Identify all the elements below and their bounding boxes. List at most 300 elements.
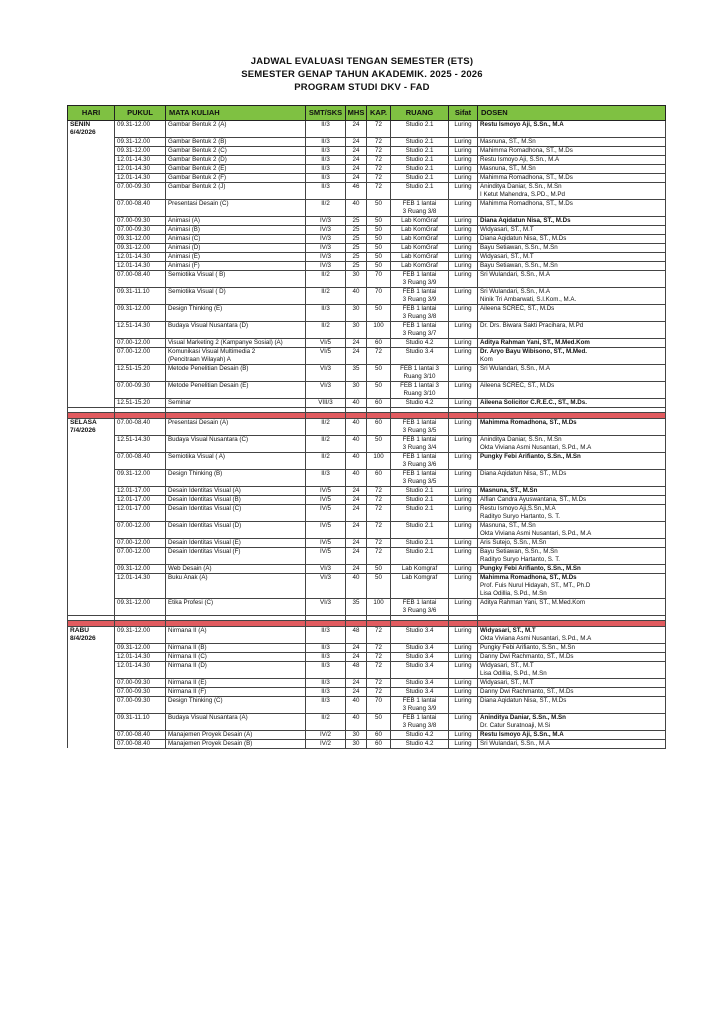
smt-sks-cell-text: IV/2 bbox=[319, 739, 331, 747]
header-pukul: PUKUL bbox=[115, 106, 166, 121]
kap-cell bbox=[367, 469, 391, 486]
ruang-cell-text: Studio 2.1 bbox=[405, 495, 434, 503]
dosen-cell bbox=[478, 146, 666, 155]
table-row bbox=[68, 216, 666, 225]
sifat-cell-text: Luring bbox=[454, 521, 472, 529]
smt-sks-cell-text: II/2 bbox=[321, 435, 330, 443]
dosen-cell-text: Bayu Setiawan, S.Sn., M.Sn bbox=[480, 261, 558, 269]
sifat-cell bbox=[449, 398, 478, 407]
ruang-cell-text: FEB 1 lantai bbox=[402, 713, 437, 721]
sifat-cell bbox=[449, 261, 478, 270]
smt-sks-cell-text: IV/5 bbox=[319, 547, 331, 555]
mhs-cell-text: 30 bbox=[352, 321, 360, 329]
sifat-cell bbox=[449, 216, 478, 225]
smt-sks-cell-text: VIII/3 bbox=[318, 398, 333, 406]
ruang-cell-text: Studio 4.2 bbox=[405, 739, 434, 747]
kap-cell-text: 70 bbox=[375, 287, 382, 295]
ruang-cell-text: Lab Komgraf bbox=[401, 564, 438, 572]
pukul-cell bbox=[115, 234, 166, 243]
mata-kuliah-cell-text: Budaya Visual Nusantara (A) bbox=[168, 713, 248, 721]
sifat-cell-text: Luring bbox=[454, 486, 472, 494]
dosen-cell bbox=[478, 164, 666, 173]
mata-kuliah-cell bbox=[166, 137, 306, 146]
kap-cell-text: 72 bbox=[375, 547, 382, 555]
sifat-cell-text: Luring bbox=[454, 495, 472, 503]
mhs-cell-text: 24 bbox=[352, 687, 360, 695]
mhs-cell bbox=[346, 234, 367, 243]
mhs-cell-text: 40 bbox=[352, 452, 360, 460]
smt-sks-cell bbox=[306, 598, 346, 615]
mata-kuliah-cell-text: Design Thinking (E) bbox=[168, 304, 223, 312]
pukul-cell-text: 12.51-15.20 bbox=[117, 398, 151, 406]
pukul-cell bbox=[115, 182, 166, 199]
schedule-body bbox=[68, 121, 666, 749]
dosen-cell bbox=[478, 538, 666, 547]
dosen-cell-text-2: Radityo Suryo Hartanto, S. T. bbox=[480, 555, 561, 563]
ruang-cell bbox=[391, 164, 449, 173]
pukul-cell-text: 07.00-08.40 bbox=[117, 739, 151, 747]
mata-kuliah-cell-text: Seminar bbox=[168, 398, 192, 406]
pukul-cell-text: 12.01-14.30 bbox=[117, 173, 151, 181]
sifat-cell bbox=[449, 598, 478, 615]
kap-cell-text: 50 bbox=[375, 199, 382, 207]
sifat-cell bbox=[449, 643, 478, 652]
kap-cell-text: 72 bbox=[375, 146, 382, 154]
mhs-cell-text: 24 bbox=[352, 538, 360, 546]
pukul-cell-text: 12.01-14.30 bbox=[117, 573, 151, 581]
ruang-cell-text: FEB 1 lantai bbox=[402, 199, 437, 207]
smt-sks-cell bbox=[306, 713, 346, 730]
dosen-cell bbox=[478, 687, 666, 696]
day-cell bbox=[68, 182, 115, 199]
sifat-cell-text: Luring bbox=[454, 739, 472, 747]
day-cell bbox=[68, 398, 115, 407]
pukul-cell-text: 09.31-11.10 bbox=[117, 287, 150, 295]
smt-sks-cell bbox=[306, 304, 346, 321]
smt-sks-cell bbox=[306, 321, 346, 338]
pukul-cell bbox=[115, 547, 166, 564]
kap-cell-text: 72 bbox=[375, 347, 382, 355]
mhs-cell-text: 25 bbox=[352, 234, 360, 242]
pukul-cell bbox=[115, 155, 166, 164]
sifat-cell bbox=[449, 338, 478, 347]
smt-sks-cell-text: II/3 bbox=[321, 137, 330, 145]
sifat-cell bbox=[449, 364, 478, 381]
sifat-cell-text: Luring bbox=[454, 287, 472, 295]
mata-kuliah-cell bbox=[166, 547, 306, 564]
mata-kuliah-cell-text: Animasi (B) bbox=[168, 225, 200, 233]
pukul-cell-text: 07.00-09.30 bbox=[117, 182, 151, 190]
mhs-cell bbox=[346, 696, 367, 713]
dosen-cell-text: Aditya Rahman Yani, ST., M.Med.Kom bbox=[480, 338, 590, 346]
mhs-cell-text: 30 bbox=[352, 270, 360, 278]
day-cell bbox=[68, 364, 115, 381]
dosen-cell-text: Sri Wulandari, S.Sn., M.A bbox=[480, 364, 551, 372]
sifat-cell-text: Luring bbox=[454, 252, 472, 260]
kap-cell bbox=[367, 652, 391, 661]
day-cell bbox=[68, 338, 115, 347]
mata-kuliah-cell-text: Desain Identitas Visual (E) bbox=[168, 538, 241, 546]
mata-kuliah-cell bbox=[166, 252, 306, 261]
ruang-cell bbox=[391, 173, 449, 182]
mata-kuliah-cell bbox=[166, 739, 306, 748]
smt-sks-cell-text: II/2 bbox=[321, 418, 330, 426]
table-row bbox=[68, 304, 666, 321]
dosen-cell-text: Danny Dwi Rachmanto, ST., M.Ds bbox=[480, 687, 574, 695]
sifat-cell bbox=[449, 270, 478, 287]
table-row bbox=[68, 469, 666, 486]
mata-kuliah-cell bbox=[166, 495, 306, 504]
pukul-cell-text: 07.00-12.00 bbox=[117, 521, 151, 529]
kap-cell bbox=[367, 199, 391, 216]
kap-cell bbox=[367, 164, 391, 173]
mhs-cell bbox=[346, 270, 367, 287]
mhs-cell bbox=[346, 521, 367, 538]
mata-kuliah-cell-text: Metode Penelitian Desain (E) bbox=[168, 381, 249, 389]
pukul-cell-text: 12.01-17.00 bbox=[117, 486, 151, 494]
mhs-cell bbox=[346, 338, 367, 347]
mhs-cell-text: 24 bbox=[352, 678, 360, 686]
dosen-cell-text: Alfian Candra Ayuswantana, ST., M.Ds bbox=[480, 495, 587, 503]
dosen-cell bbox=[478, 696, 666, 713]
table-row bbox=[68, 347, 666, 364]
smt-sks-cell bbox=[306, 435, 346, 452]
dosen-cell bbox=[478, 564, 666, 573]
sifat-cell-text: Luring bbox=[454, 573, 472, 581]
pukul-cell-text: 09.31-12.00 bbox=[117, 243, 151, 251]
kap-cell bbox=[367, 261, 391, 270]
ruang-cell bbox=[391, 626, 449, 643]
dosen-cell-text-2: Ninik Tri Ambarwati, S.I.Kom., M.A. bbox=[480, 295, 577, 303]
mhs-cell-text: 24 bbox=[352, 155, 360, 163]
kap-cell bbox=[367, 730, 391, 739]
ruang-cell bbox=[391, 304, 449, 321]
table-row bbox=[68, 652, 666, 661]
mhs-cell-text: 30 bbox=[352, 304, 360, 312]
dosen-cell-text: Widyasari, ST., M.T bbox=[480, 661, 534, 669]
table-row bbox=[68, 678, 666, 687]
dosen-cell bbox=[478, 398, 666, 407]
ruang-cell bbox=[391, 418, 449, 435]
mata-kuliah-cell-text: Animasi (C) bbox=[168, 234, 201, 242]
ruang-cell bbox=[391, 469, 449, 486]
header-hari: HARI bbox=[68, 106, 115, 121]
ruang-cell-text: FEB 1 lantai bbox=[402, 435, 437, 443]
pukul-cell bbox=[115, 270, 166, 287]
mata-kuliah-cell bbox=[166, 347, 306, 364]
schedule-table bbox=[67, 105, 666, 749]
sifat-cell bbox=[449, 287, 478, 304]
smt-sks-cell-text: VI/3 bbox=[319, 598, 331, 606]
sifat-cell bbox=[449, 486, 478, 495]
day-cell bbox=[68, 261, 115, 270]
day-cell bbox=[68, 173, 115, 182]
ruang-cell-text: Studio 2.1 bbox=[405, 504, 434, 512]
pukul-cell-text: 12.01-14.30 bbox=[117, 261, 151, 269]
day-cell bbox=[68, 199, 115, 216]
dosen-cell bbox=[478, 199, 666, 216]
mata-kuliah-cell-text: Visual Marketing 2 (Kampanye Sosial) (A) bbox=[168, 338, 283, 346]
mata-kuliah-cell-text: Web Desain (A) bbox=[168, 564, 212, 572]
mhs-cell-text: 40 bbox=[352, 573, 360, 581]
sifat-cell-text: Luring bbox=[454, 696, 472, 704]
dosen-cell-text: Widyasari, ST., M.T bbox=[480, 626, 536, 634]
sifat-cell-text: Luring bbox=[454, 164, 472, 172]
dosen-cell-text: Pungky Febi Arifianto, S.Sn., M.Sn bbox=[480, 643, 575, 651]
kap-cell-text: 72 bbox=[375, 538, 382, 546]
header-ruang: RUANG bbox=[391, 106, 449, 121]
smt-sks-cell bbox=[306, 626, 346, 643]
pukul-cell-text: 07.00-12.00 bbox=[117, 547, 151, 555]
day-cell bbox=[68, 435, 115, 452]
mata-kuliah-cell bbox=[166, 652, 306, 661]
sifat-cell-text: Luring bbox=[454, 504, 472, 512]
dosen-cell bbox=[478, 598, 666, 615]
mhs-cell-text: 24 bbox=[352, 547, 360, 555]
day-cell bbox=[68, 564, 115, 573]
dosen-cell-text: Bayu Setiawan, S.Sn., M.Sn bbox=[480, 243, 558, 251]
table-row bbox=[68, 521, 666, 538]
smt-sks-cell-text: II/3 bbox=[321, 164, 330, 172]
pukul-cell bbox=[115, 418, 166, 435]
sifat-cell-text: Luring bbox=[454, 199, 472, 207]
table-row bbox=[68, 173, 666, 182]
dosen-cell-text: Aileena Solicitor C.R.E.C., ST., M.Ds. bbox=[480, 398, 587, 406]
sifat-cell-text: Luring bbox=[454, 225, 472, 233]
kap-cell-text: 72 bbox=[375, 137, 382, 145]
smt-sks-cell bbox=[306, 137, 346, 146]
smt-sks-cell-text: II/3 bbox=[321, 687, 330, 695]
mata-kuliah-cell bbox=[166, 287, 306, 304]
table-row bbox=[68, 146, 666, 155]
dosen-cell-text-2: Radityo Suryo Hartanto, S. T. bbox=[480, 512, 561, 520]
pukul-cell-text: 12.01-14.30 bbox=[117, 252, 151, 260]
sifat-cell bbox=[449, 137, 478, 146]
dosen-cell-text: Sri Wulandari, S.Sn., M.A bbox=[480, 739, 551, 747]
sifat-cell bbox=[449, 418, 478, 435]
smt-sks-cell-text: IV/3 bbox=[319, 234, 331, 242]
pukul-cell bbox=[115, 626, 166, 643]
smt-sks-cell-text: VI/5 bbox=[319, 347, 331, 355]
mata-kuliah-cell bbox=[166, 521, 306, 538]
ruang-cell-text-2: 3 Ruang 3/9 bbox=[402, 704, 437, 712]
smt-sks-cell-text: II/2 bbox=[321, 321, 330, 329]
day-cell bbox=[68, 287, 115, 304]
mhs-cell bbox=[346, 261, 367, 270]
smt-sks-cell bbox=[306, 164, 346, 173]
ruang-cell-text: Studio 2.1 bbox=[405, 182, 434, 190]
ruang-cell-text-2: 3 Ruang 3/8 bbox=[402, 312, 437, 320]
dosen-cell bbox=[478, 521, 666, 538]
mhs-cell bbox=[346, 713, 367, 730]
sifat-cell-text: Luring bbox=[454, 121, 472, 128]
smt-sks-cell bbox=[306, 418, 346, 435]
mhs-cell bbox=[346, 564, 367, 573]
ruang-cell bbox=[391, 137, 449, 146]
mata-kuliah-cell-text: Metode Penelitian Desain (B) bbox=[168, 364, 249, 372]
mhs-cell-text: 24 bbox=[352, 173, 360, 181]
table-row bbox=[68, 538, 666, 547]
pukul-cell bbox=[115, 304, 166, 321]
mata-kuliah-cell-text: Budaya Visual Nusantara (D) bbox=[168, 321, 249, 329]
pukul-cell-text: 12.01-14.30 bbox=[117, 155, 151, 163]
mhs-cell bbox=[346, 398, 367, 407]
sifat-cell-text: Luring bbox=[454, 643, 472, 651]
pukul-cell bbox=[115, 564, 166, 573]
ruang-cell bbox=[391, 713, 449, 730]
kap-cell bbox=[367, 137, 391, 146]
sifat-cell bbox=[449, 696, 478, 713]
mhs-cell bbox=[346, 452, 367, 469]
dosen-cell-text: Restu Ismoyo Aji, S.Sn., M.A bbox=[480, 121, 564, 128]
day-cell bbox=[68, 164, 115, 173]
sifat-cell bbox=[449, 495, 478, 504]
kap-cell bbox=[367, 234, 391, 243]
pukul-cell bbox=[115, 252, 166, 261]
smt-sks-cell bbox=[306, 364, 346, 381]
kap-cell-text: 50 bbox=[375, 364, 382, 372]
dosen-cell-text: Aninditya Daniar, S.Sn., M.Sn bbox=[480, 435, 562, 443]
smt-sks-cell-text: IV/2 bbox=[319, 730, 331, 738]
table-row bbox=[68, 598, 666, 615]
kap-cell bbox=[367, 243, 391, 252]
ruang-cell-text: FEB 1 lantai bbox=[402, 270, 437, 278]
mata-kuliah-cell-text: Gambar Bentuk 2 (B) bbox=[168, 137, 227, 145]
day-cell bbox=[68, 381, 115, 398]
ruang-cell-text: Studio 3.4 bbox=[405, 643, 434, 651]
day-cell bbox=[68, 678, 115, 687]
sifat-cell bbox=[449, 243, 478, 252]
mata-kuliah-cell bbox=[166, 199, 306, 216]
mata-kuliah-cell bbox=[166, 678, 306, 687]
sifat-cell bbox=[449, 469, 478, 486]
smt-sks-cell-text: IV/3 bbox=[319, 243, 331, 251]
dosen-cell bbox=[478, 435, 666, 452]
mhs-cell-text: 40 bbox=[352, 398, 360, 406]
kap-cell-text: 50 bbox=[375, 252, 382, 260]
ruang-cell bbox=[391, 347, 449, 364]
pukul-cell bbox=[115, 121, 166, 138]
sifat-cell bbox=[449, 538, 478, 547]
smt-sks-cell bbox=[306, 687, 346, 696]
table-row bbox=[68, 739, 666, 748]
mhs-cell bbox=[346, 287, 367, 304]
mhs-cell bbox=[346, 643, 367, 652]
day-cell bbox=[68, 713, 115, 730]
kap-cell bbox=[367, 521, 391, 538]
kap-cell bbox=[367, 547, 391, 564]
dosen-cell-text: Restu Ismoyo Aji,S.Sn.,M.A bbox=[480, 504, 556, 512]
mata-kuliah-cell bbox=[166, 146, 306, 155]
mata-kuliah-cell-text-2: (Pencitraan Wilayah) A bbox=[168, 355, 231, 363]
smt-sks-cell bbox=[306, 452, 346, 469]
smt-sks-cell-text: II/2 bbox=[321, 452, 330, 460]
ruang-cell-text-2: 3 Ruang 3/7 bbox=[402, 329, 437, 337]
pukul-cell bbox=[115, 364, 166, 381]
pukul-cell bbox=[115, 137, 166, 146]
mata-kuliah-cell-text: Presentasi Desain (C) bbox=[168, 199, 229, 207]
sifat-cell-text: Luring bbox=[454, 338, 472, 346]
sifat-cell bbox=[449, 547, 478, 564]
table-row bbox=[68, 182, 666, 199]
mhs-cell bbox=[346, 304, 367, 321]
smt-sks-cell bbox=[306, 173, 346, 182]
mhs-cell-text: 24 bbox=[352, 164, 360, 172]
mhs-cell-text: 24 bbox=[352, 495, 360, 503]
pukul-cell bbox=[115, 730, 166, 739]
mata-kuliah-cell-text: Design Thinking (C) bbox=[168, 696, 223, 704]
ruang-cell-text: Studio 2.1 bbox=[405, 155, 434, 163]
dosen-cell bbox=[478, 678, 666, 687]
sifat-cell-text: Luring bbox=[454, 137, 472, 145]
ruang-cell-text: FEB 1 lantai bbox=[402, 469, 437, 477]
mhs-cell bbox=[346, 216, 367, 225]
mhs-cell bbox=[346, 137, 367, 146]
dosen-cell-text: Sri Wulandari, S.Sn., M.A bbox=[480, 270, 551, 278]
ruang-cell bbox=[391, 687, 449, 696]
mhs-cell-text: 40 bbox=[352, 435, 360, 443]
smt-sks-cell bbox=[306, 146, 346, 155]
mata-kuliah-cell bbox=[166, 381, 306, 398]
day-date: 7/4/2026 bbox=[70, 426, 96, 434]
table-row bbox=[68, 164, 666, 173]
dosen-cell-text: Aninditya Daniar, S.Sn., M.Sn bbox=[480, 182, 562, 190]
ruang-cell bbox=[391, 564, 449, 573]
dosen-cell-text: Aninditya Daniar, S.Sn., M.Sn bbox=[480, 713, 566, 721]
table-row bbox=[68, 661, 666, 678]
day-cell bbox=[68, 155, 115, 164]
dosen-cell-text: Dr. Drs. Biwara Sakti Pracihara, M.Pd bbox=[480, 321, 584, 329]
dosen-cell-text: Diana Aqidatun Nisa, ST., M.Ds bbox=[480, 469, 567, 477]
ruang-cell-text: FEB 1 lantai bbox=[402, 598, 437, 606]
sifat-cell-text: Luring bbox=[454, 452, 472, 460]
mata-kuliah-cell-text: Nirmana II (D) bbox=[168, 661, 207, 669]
sifat-cell-text: Luring bbox=[454, 626, 472, 634]
ruang-cell bbox=[391, 661, 449, 678]
dosen-cell bbox=[478, 381, 666, 398]
kap-cell bbox=[367, 486, 391, 495]
mata-kuliah-cell-text: Presentasi Desain (A) bbox=[168, 418, 229, 426]
ruang-cell-text-2: 3 Ruang 3/4 bbox=[402, 443, 437, 451]
mata-kuliah-cell-text: Semiotika Visual ( D) bbox=[168, 287, 226, 295]
table-header-row bbox=[68, 106, 666, 121]
mhs-cell-text: 24 bbox=[352, 504, 360, 512]
smt-sks-cell-text: II/3 bbox=[321, 469, 330, 477]
smt-sks-cell-text: II/2 bbox=[321, 287, 330, 295]
ruang-cell-text: Lab KomGraf bbox=[401, 234, 438, 242]
dosen-cell bbox=[478, 137, 666, 146]
mata-kuliah-cell bbox=[166, 435, 306, 452]
pukul-cell bbox=[115, 243, 166, 252]
mata-kuliah-cell-text: Gambar Bentuk 2 (J) bbox=[168, 182, 226, 190]
ruang-cell-text: Lab KomGraf bbox=[401, 225, 438, 233]
mhs-cell-text: 25 bbox=[352, 216, 360, 224]
table-row bbox=[68, 121, 666, 138]
pukul-cell bbox=[115, 338, 166, 347]
kap-cell-text: 50 bbox=[375, 304, 382, 312]
smt-sks-cell-text: IV/3 bbox=[319, 216, 331, 224]
mata-kuliah-cell bbox=[166, 216, 306, 225]
dosen-cell-text: Mahimma Romadhona, ST., M.Ds bbox=[480, 173, 573, 181]
dosen-cell-text-2: Lisa Odillia, S.Pd., M.Sn bbox=[480, 669, 547, 677]
ruang-cell-text: Studio 2.1 bbox=[405, 547, 434, 555]
ruang-cell-text: FEB 1 lantai 3 bbox=[400, 364, 439, 372]
sifat-cell bbox=[449, 452, 478, 469]
ruang-cell bbox=[391, 381, 449, 398]
pukul-cell-text: 12.51-14.30 bbox=[117, 435, 151, 443]
mata-kuliah-cell bbox=[166, 182, 306, 199]
kap-cell bbox=[367, 495, 391, 504]
